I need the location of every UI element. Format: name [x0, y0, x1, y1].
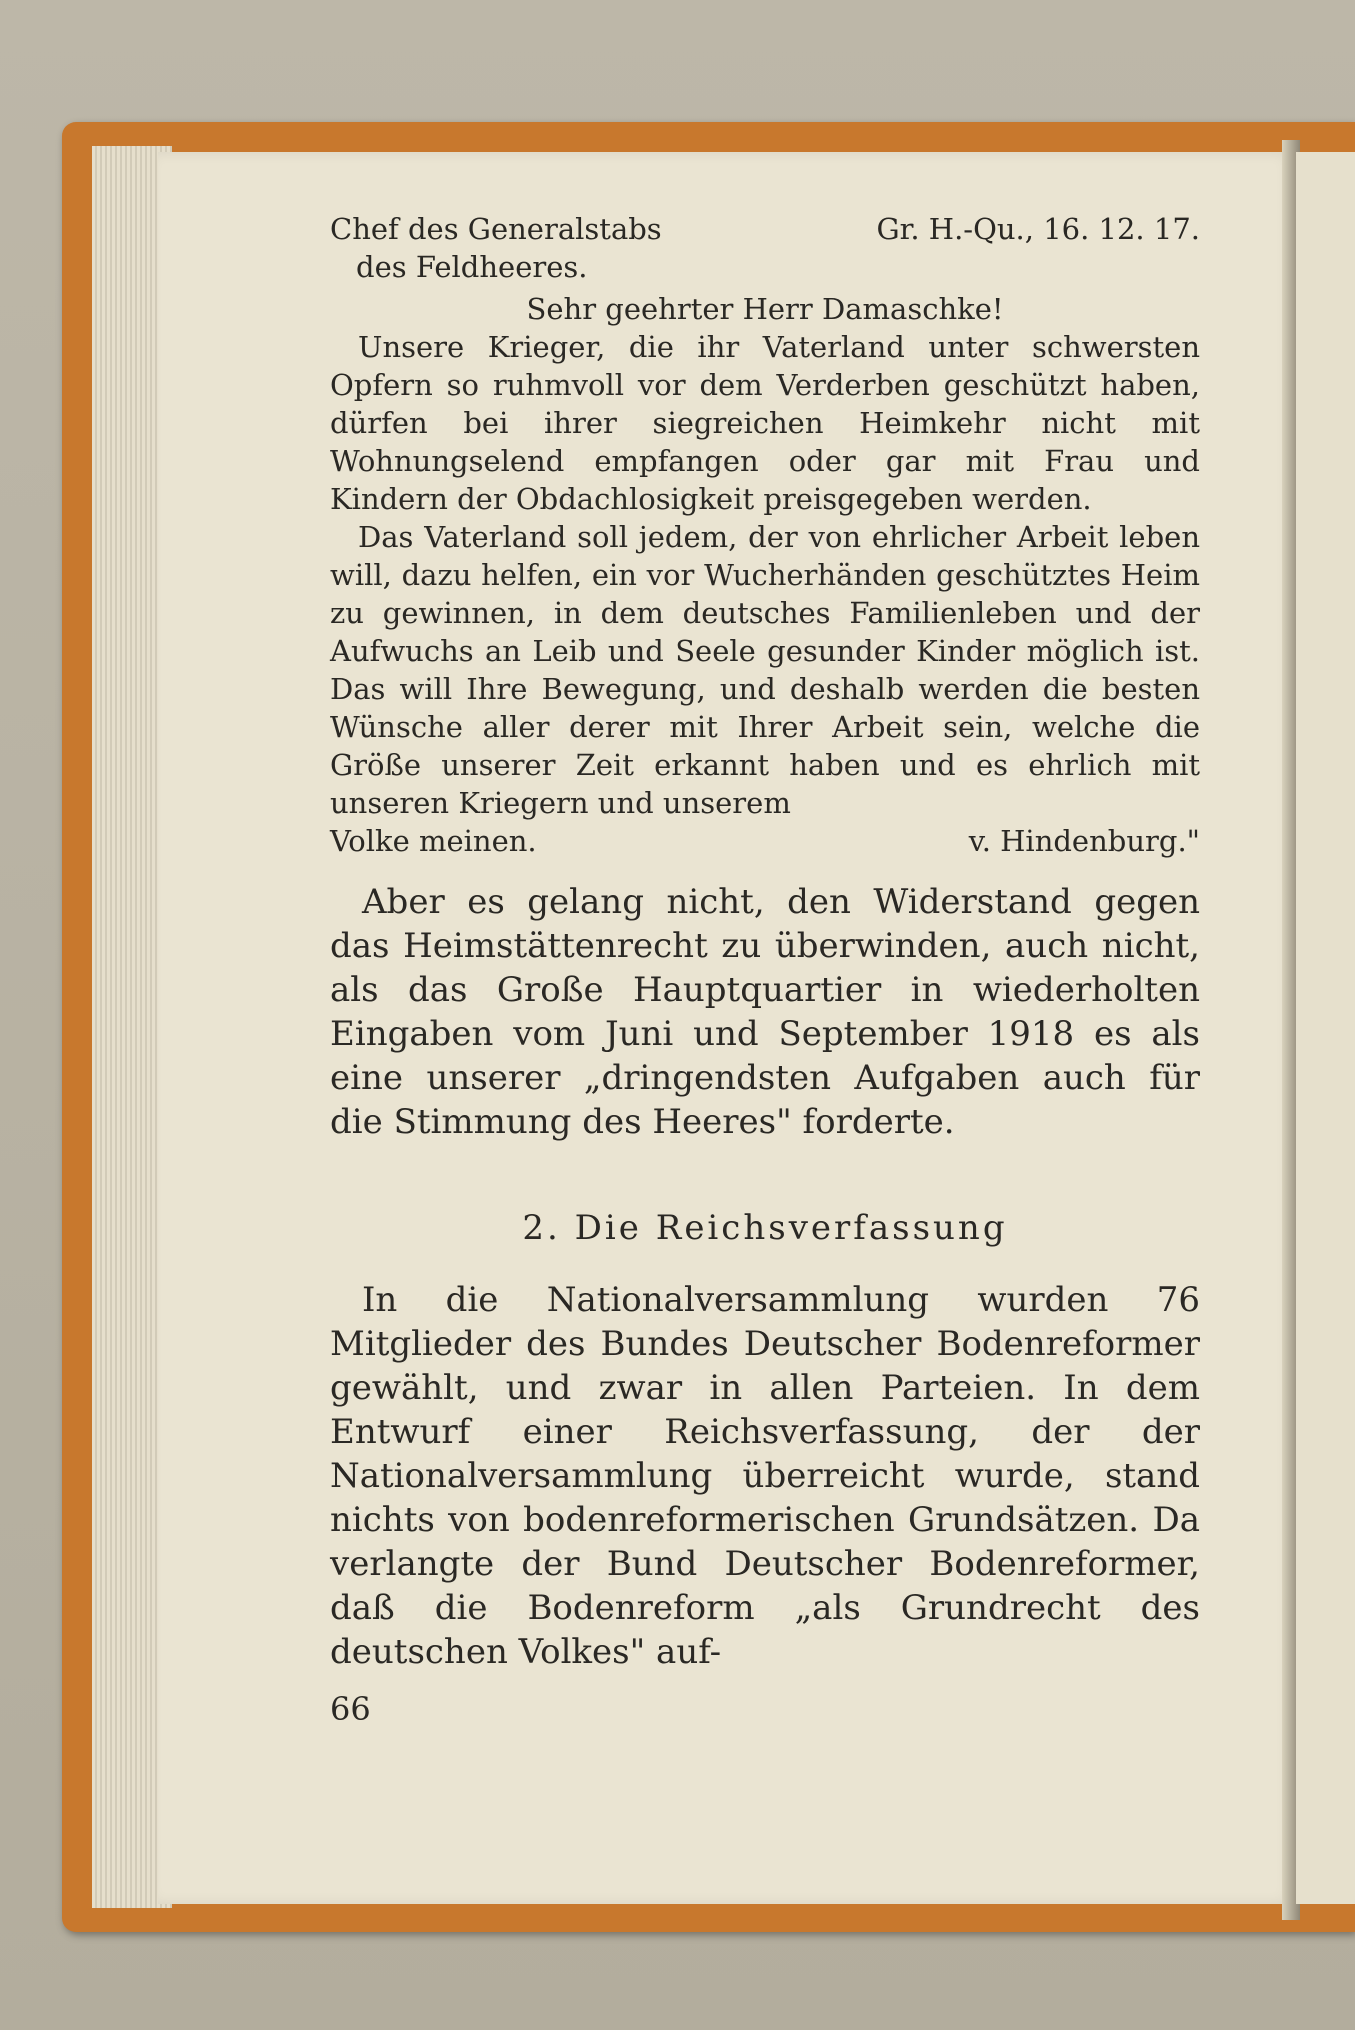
body-section — [330, 880, 1200, 1674]
page-number: 66 — [330, 1690, 371, 1728]
letter-salutation: Sehr geehrter Herr Damaschke! — [526, 292, 1004, 326]
letter-closing-text: Volke meinen. — [330, 824, 537, 858]
letter-block — [330, 210, 1200, 860]
letter-signature: v. Hindenburg." — [968, 824, 1200, 858]
letter-place-date: Gr. H.-Qu., 16. 12. 17. — [876, 212, 1200, 246]
letter-sender: Chef des Generalstabs — [330, 212, 662, 246]
body-paragraph-2: In die Nationalversammlung wurden 76 Mitglieder des Bundes Deutscher Bodenreformer gewählt, und zwar in allen Parteien. In dem Entwurf einer Reichsverfassung, der der Nationalversammlung überreicht wurde, stand nichts von bodenreformerischen Grundsätzen. Da verlangte der Bund Deutscher Bodenreformer, daß die Bodenreform „als Grundrecht des deutschen Volkes" auf- — [330, 1280, 1200, 1672]
letter-closing — [330, 822, 1200, 860]
letter-paragraph-2: Das Vaterland soll jedem, der von ehrlicher Arbeit leben will, dazu helfen, ein vor Wucherhänden geschütztes Heim zu gewinnen, in dem deutsches Familienleben und der Aufwuchs an Leib und Seele gesunder Kinder möglich ist. Das will Ihre Bewegung, und deshalb werden die besten Wünsche aller derer mit Ihrer Arbeit sein, welche die Größe unserer Zeit erkannt haben und es ehrlich mit unseren Kriegern und unserem — [330, 520, 1200, 820]
page-text — [330, 210, 1200, 1674]
facing-page-edge — [1296, 152, 1355, 1904]
section-heading: 2. Die Reichsverfassung — [522, 1208, 1008, 1248]
letter-header — [330, 210, 1200, 248]
body-paragraph-1: Aber es gelang nicht, den Widerstand gegen das Heimstättenrecht zu überwinden, auch nicht, als das Große Hauptquartier in wiederholten Eingaben vom Juni und September 1918 es als eine unserer „dringendsten Aufgaben auch für die Stimmung des Heeres" forderte. — [330, 882, 1200, 1142]
letter-sender-line2: des Feldheeres. — [356, 250, 588, 284]
letter-paragraph-1: Unsere Krieger, die ihr Vaterland unter schwersten Opfern so ruhmvoll vor dem Verderben geschützt haben, dürfen bei ihrer siegreichen Heimkehr nicht mit Wohnungselend empfangen oder gar mit Frau und Kindern der Obdachlosigkeit preisgegeben werden. — [330, 330, 1200, 516]
